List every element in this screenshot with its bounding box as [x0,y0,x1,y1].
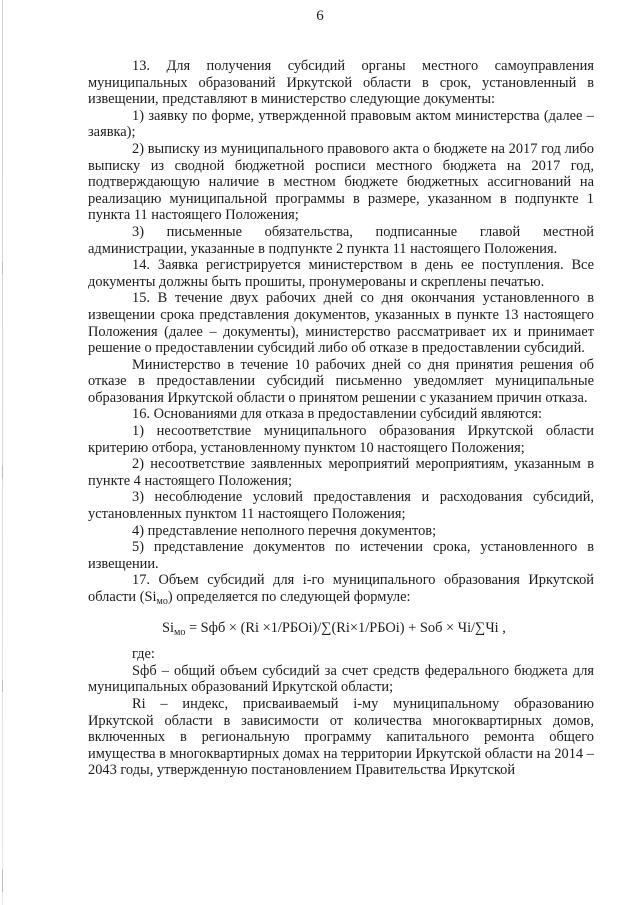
refusal-ground-4: 4) представление неполного перечня документов; [132,522,437,539]
paragraph-17-subscript: мо [156,596,168,607]
refusal-ground-3: 3) несоблюдение условий предоставления и расходования субсидий, установленных пунктом 11 настоящего Положения; [88,489,594,523]
paragraph-14: 14. Заявка регистрируется министерством в день ее поступления. Все документы должны быть прошиты, пронумерованы и скреплены печатью. [88,257,594,290]
scan-mark [2,465,3,479]
where-label: где: [132,646,155,663]
paragraph-13: 13. Для получения субсидий органы местного самоуправления муниципальных образований Иркутской области в срок, установленный в извещении, представляют в министерство следующие документы: [88,58,594,108]
paragraph-17-text-after: ) определяется по следующей формуле: [167,589,411,605]
scan-left-edge [2,0,3,905]
paragraph-notification: Министерство в течение 10 рабочих дней со дня принятия решения об отказе в предоставлении субсидий письменно уведомляет муниципальные образования Иркутской области о принятом решении с указанием причин отказа. [88,356,594,406]
formula-rhs: = Sфб × (Ri ×1/РБОi)/∑(Ri×1/РБОi) + Sоб × Чi/∑Чi , [185,619,506,636]
scan-mark [2,680,3,692]
definition-sfb: Sфб – общий объем субсидий за счет средств федерального бюджета для муниципальных образований Иркутской области; [88,662,594,696]
body-text [88,58,594,779]
scan-mark [2,262,3,274]
definition-ri: Ri – индекс, присваиваемый i-му муниципальному образованию Иркутской области в зависимости от количества многоквартирных домов, включенных в региональную программу капитального ремонта общего имущества в многоквартирных домах на территории Иркутской области на 2014 – 2043 годы, утвержденную постановлением Правительства Иркутской [88,695,594,779]
paragraph-17 [88,572,594,610]
scan-mark [2,870,3,892]
refusal-ground-2: 2) несоответствие заявленных мероприятий мероприятиям, указанным в пункте 4 настоящего Положения; [88,456,594,489]
paragraph-17-text-before: 17. Объем субсидий для i-го муниципального образования Иркутской области (Si [88,572,594,605]
formula-lhs-subscript: мо [174,626,186,638]
subsidy-formula [88,620,594,642]
paragraph-16: 16. Основаниями для отказа в предоставлении субсидий являются: [132,406,542,423]
list-item-1: 1) заявку по форме, утвержденной правовым актом министерства (далее – заявка); [88,107,594,141]
list-item-2: 2) выписку из муниципального правового акта о бюджете на 2017 год либо выписку из сводной бюджетной росписи местного бюджета на 2017 год, подтверждающую наличие в местном бюджете бюджетных ассигнований на реализацию муниципальной программы в размере, указанном в подпункте 1 пункта 11 настоящего Положения; [88,140,594,224]
list-item-3: 3) письменные обязательства, подписанные главой местной администрации, указанные в подпункте 2 пункта 11 настоящего Положения. [88,223,594,257]
page-number: 6 [316,8,324,24]
refusal-ground-5: 5) представление документов по истечении срока, установленного в извещении. [88,539,594,572]
paragraph-15: 15. В течение двух рабочих дней со дня окончания установленного в извещении срока представления документов, указанных в пункте 13 настоящего Положения (далее – документы), министерство рассматривает их и принимает решение о предоставлении субсидий либо об отказе в предоставлении субсидий. [88,290,594,357]
refusal-ground-1: 1) несоответствие муниципального образования Иркутской области критерию отбора, установленному пунктом 10 настоящего Положения; [88,423,594,456]
formula-lhs: Si [162,619,175,636]
